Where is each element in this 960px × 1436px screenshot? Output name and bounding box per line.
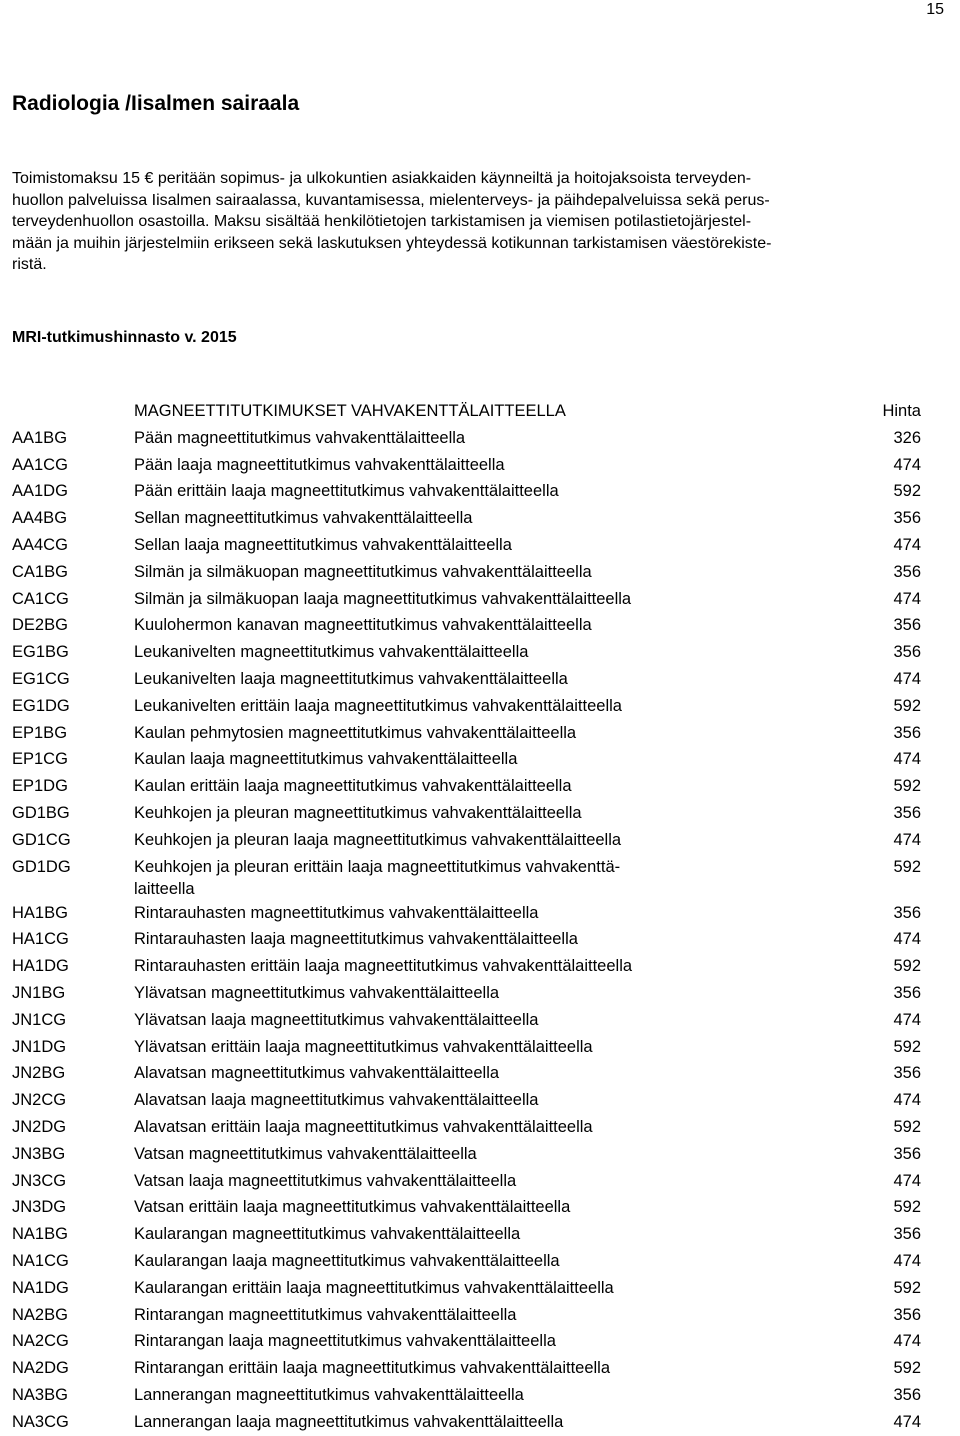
row-price: 474 — [893, 1171, 921, 1190]
row-description: Rintarauhasten erittäin laaja magneettitutkimus vahvakenttälaitteella — [134, 957, 633, 976]
row-price: 356 — [893, 1305, 921, 1324]
header-code — [12, 398, 134, 425]
row-price: 356 — [893, 983, 921, 1002]
row-code: GD1CG — [12, 830, 71, 849]
row-code: JN1BG — [12, 983, 66, 1002]
table-row — [12, 1194, 921, 1221]
row-code: AA1CG — [12, 455, 68, 474]
row-description: Alavatsan magneettitutkimus vahvakenttälaitteella — [134, 1064, 500, 1083]
table-row — [12, 773, 921, 800]
row-code: NA2CG — [12, 1332, 69, 1351]
row-description: Leukanivelten magneettitutkimus vahvakenttälaitteella — [134, 643, 529, 662]
row-description: Rintarauhasten laaja magneettitutkimus vahvakenttälaitteella — [134, 930, 578, 949]
table-row — [12, 900, 921, 927]
intro-line: Toimistomaksu 15 € peritään sopimus- ja ulkokuntien asiakkaiden käynneiltä ja hoitojaksoista terveyden- — [12, 170, 752, 187]
row-code: HA1DG — [12, 957, 69, 976]
table-row — [12, 1114, 921, 1141]
row-code: AA1DG — [12, 482, 68, 501]
row-description: Pään laaja magneettitutkimus vahvakenttälaitteella — [134, 455, 505, 474]
intro-line: terveydenhuollon osastoilla. Maksu sisältää henkilötietojen tarkistamisen ja viemisen potilastietojärjestel- — [12, 213, 752, 231]
row-description: Alavatsan laaja magneettitutkimus vahvakenttälaitteella — [134, 1091, 539, 1110]
row-price: 356 — [893, 1385, 921, 1404]
row-price: 474 — [893, 830, 921, 849]
row-code: GD1DG — [12, 857, 71, 876]
row-description: Ylävatsan laaja magneettitutkimus vahvakenttälaitteella — [134, 1010, 539, 1029]
row-code: CA1CG — [12, 589, 69, 608]
table-row — [12, 532, 921, 559]
row-description: Vatsan erittäin laaja magneettitutkimus vahvakenttälaitteella — [134, 1198, 571, 1217]
table-row — [12, 666, 921, 693]
row-description: Silmän ja silmäkuopan laaja magneettitutkimus vahvakenttälaitteella — [134, 589, 632, 608]
row-description: Kaularangan magneettitutkimus vahvakenttälaitteella — [134, 1225, 521, 1244]
row-description: Ylävatsan magneettitutkimus vahvakenttälaitteella — [134, 983, 500, 1002]
row-code: NA3CG — [12, 1412, 69, 1431]
row-price: 474 — [893, 669, 921, 688]
row-description: Sellan magneettitutkimus vahvakenttälaitteella — [134, 509, 473, 528]
intro-line: huollon palveluissa Iisalmen sairaalassa, kuvantamisessa, mielenterveys- ja päihdepalveluissa sekä perus- — [12, 191, 770, 209]
row-price: 356 — [893, 509, 921, 528]
table-row — [12, 926, 921, 953]
table-row — [12, 1382, 921, 1409]
row-description: Leukanivelten erittäin laaja magneettitutkimus vahvakenttälaitteella — [134, 696, 622, 715]
row-description: Pään magneettitutkimus vahvakenttälaitteella — [134, 428, 466, 447]
row-code: JN1CG — [12, 1010, 67, 1029]
table-row — [12, 1168, 921, 1195]
table-row — [12, 1087, 921, 1114]
row-description: Silmän ja silmäkuopan magneettitutkimus vahvakenttälaitteella — [134, 562, 592, 581]
row-description: Kuulohermon kanavan magneettitutkimus vahvakenttälaitteella — [134, 616, 592, 635]
row-price: 356 — [893, 562, 921, 581]
table-row — [12, 827, 921, 854]
section-title: MRI-tutkimushinnasto v. 2015 — [12, 329, 237, 346]
row-code: EG1CG — [12, 669, 70, 688]
row-price: 474 — [893, 455, 921, 474]
table-row — [12, 505, 921, 532]
row-description: Lannerangan laaja magneettitutkimus vahvakenttälaitteella — [134, 1412, 564, 1431]
row-code: NA2BG — [12, 1305, 68, 1324]
table-row — [12, 1409, 921, 1436]
row-description-line: laitteella — [134, 879, 195, 898]
row-description: Kaulan laaja magneettitutkimus vahvakenttälaitteella — [134, 750, 518, 769]
row-price: 474 — [893, 589, 921, 608]
intro-line: ristä. — [12, 256, 47, 274]
row-price: 592 — [893, 777, 921, 796]
table-row — [12, 478, 921, 505]
row-code: JN1DG — [12, 1037, 67, 1056]
table-row — [12, 1007, 921, 1034]
row-price: 592 — [893, 1037, 921, 1056]
row-description: Vatsan laaja magneettitutkimus vahvakenttälaitteella — [134, 1171, 517, 1190]
row-price: 474 — [893, 930, 921, 949]
row-price: 474 — [893, 1010, 921, 1029]
row-description: Vatsan magneettitutkimus vahvakenttälaitteella — [134, 1144, 477, 1163]
table-row — [12, 559, 921, 586]
row-price: 474 — [893, 750, 921, 769]
row-code: EP1CG — [12, 750, 68, 769]
row-description: Rintarauhasten magneettitutkimus vahvakenttälaitteella — [134, 903, 539, 922]
table-row — [12, 953, 921, 980]
intro-paragraph — [12, 168, 942, 276]
row-price: 592 — [893, 1278, 921, 1297]
row-price: 592 — [893, 957, 921, 976]
row-code: JN3DG — [12, 1198, 67, 1217]
row-code: EP1DG — [12, 777, 68, 796]
table-row — [12, 746, 921, 773]
header-description: MAGNEETTITUTKIMUKSET VAHVAKENTTÄLAITTEELLA — [134, 402, 566, 420]
row-code: NA3BG — [12, 1385, 68, 1404]
row-price: 474 — [893, 1251, 921, 1270]
row-description: Keuhkojen ja pleuran magneettitutkimus vahvakenttälaitteella — [134, 803, 582, 822]
row-code: AA4BG — [12, 509, 68, 528]
row-description: Leukanivelten laaja magneettitutkimus vahvakenttälaitteella — [134, 669, 568, 688]
row-price: 592 — [893, 1359, 921, 1378]
row-price: 592 — [893, 857, 921, 876]
row-description-line: Keuhkojen ja pleuran erittäin laaja magneettitutkimus vahvakenttä- — [134, 857, 621, 876]
row-code: AA1BG — [12, 428, 68, 447]
row-code: JN3BG — [12, 1144, 66, 1163]
row-code: JN2DG — [12, 1117, 67, 1136]
table-row — [12, 612, 921, 639]
table-header-row — [12, 398, 921, 425]
row-price: 356 — [893, 903, 921, 922]
row-description: Rintarangan magneettitutkimus vahvakenttälaitteella — [134, 1305, 517, 1324]
row-code: NA1CG — [12, 1251, 69, 1270]
table-row — [12, 1328, 921, 1355]
row-description — [134, 854, 861, 900]
table-row — [12, 1275, 921, 1302]
row-description: Kaulan pehmytosien magneettitutkimus vahvakenttälaitteella — [134, 723, 577, 742]
price-table — [12, 398, 921, 1435]
row-code: HA1CG — [12, 930, 69, 949]
table-row — [12, 586, 921, 613]
page-number: 15 — [926, 1, 944, 18]
row-code: EG1BG — [12, 643, 69, 662]
row-price: 356 — [893, 616, 921, 635]
row-description: Keuhkojen ja pleuran laaja magneettitutkimus vahvakenttälaitteella — [134, 830, 622, 849]
table-row — [12, 452, 921, 479]
row-description: Rintarangan laaja magneettitutkimus vahvakenttälaitteella — [134, 1332, 556, 1351]
row-code: NA1DG — [12, 1278, 69, 1297]
row-price: 356 — [893, 1064, 921, 1083]
row-description: Kaularangan laaja magneettitutkimus vahvakenttälaitteella — [134, 1251, 560, 1270]
row-price: 592 — [893, 1198, 921, 1217]
row-code: CA1BG — [12, 562, 68, 581]
table-row — [12, 425, 921, 452]
table-row — [12, 980, 921, 1007]
table-row — [12, 1141, 921, 1168]
table-row — [12, 1034, 921, 1061]
row-description: Kaularangan erittäin laaja magneettitutkimus vahvakenttälaitteella — [134, 1278, 614, 1297]
row-price: 356 — [893, 1225, 921, 1244]
row-price: 474 — [893, 535, 921, 554]
table-row — [12, 720, 921, 747]
row-description: Rintarangan erittäin laaja magneettitutkimus vahvakenttälaitteella — [134, 1359, 611, 1378]
row-price: 474 — [893, 1332, 921, 1351]
row-price: 356 — [893, 723, 921, 742]
table-row — [12, 1355, 921, 1382]
row-code: EG1DG — [12, 696, 70, 715]
row-code: NA1BG — [12, 1225, 68, 1244]
row-code: AA4CG — [12, 535, 68, 554]
row-description: Ylävatsan erittäin laaja magneettitutkimus vahvakenttälaitteella — [134, 1037, 593, 1056]
table-row — [12, 800, 921, 827]
row-description: Pään erittäin laaja magneettitutkimus vahvakenttälaitteella — [134, 482, 559, 501]
row-price: 592 — [893, 696, 921, 715]
table-row — [12, 854, 921, 900]
row-code: JN2BG — [12, 1064, 66, 1083]
table-row — [12, 1221, 921, 1248]
row-description: Lannerangan magneettitutkimus vahvakenttälaitteella — [134, 1385, 524, 1404]
row-price: 474 — [893, 1412, 921, 1431]
row-code: DE2BG — [12, 616, 68, 635]
table-row — [12, 1302, 921, 1329]
intro-line: mään ja muihin järjestelmiin erikseen sekä laskutuksen yhteydessä kotikunnan tarkistamisen väestörekiste- — [12, 234, 772, 252]
row-price: 356 — [893, 1144, 921, 1163]
row-price: 356 — [893, 643, 921, 662]
row-code: NA2DG — [12, 1359, 69, 1378]
table-row — [12, 639, 921, 666]
row-code: GD1BG — [12, 803, 70, 822]
row-description: Kaulan erittäin laaja magneettitutkimus vahvakenttälaitteella — [134, 777, 572, 796]
header-price: Hinta — [882, 402, 921, 420]
row-code: HA1BG — [12, 903, 68, 922]
page-title: Radiologia /Iisalmen sairaala — [12, 92, 300, 115]
row-price: 474 — [893, 1091, 921, 1110]
table-row — [12, 1060, 921, 1087]
row-code: JN2CG — [12, 1091, 67, 1110]
table-row — [12, 1248, 921, 1275]
row-price: 356 — [893, 803, 921, 822]
row-description: Alavatsan erittäin laaja magneettitutkimus vahvakenttälaitteella — [134, 1117, 593, 1136]
row-price: 592 — [893, 1117, 921, 1136]
row-code: EP1BG — [12, 723, 68, 742]
row-price: 592 — [893, 482, 921, 501]
row-description: Sellan laaja magneettitutkimus vahvakenttälaitteella — [134, 535, 512, 554]
table-row — [12, 693, 921, 720]
row-price: 326 — [893, 428, 921, 447]
row-code: JN3CG — [12, 1171, 67, 1190]
